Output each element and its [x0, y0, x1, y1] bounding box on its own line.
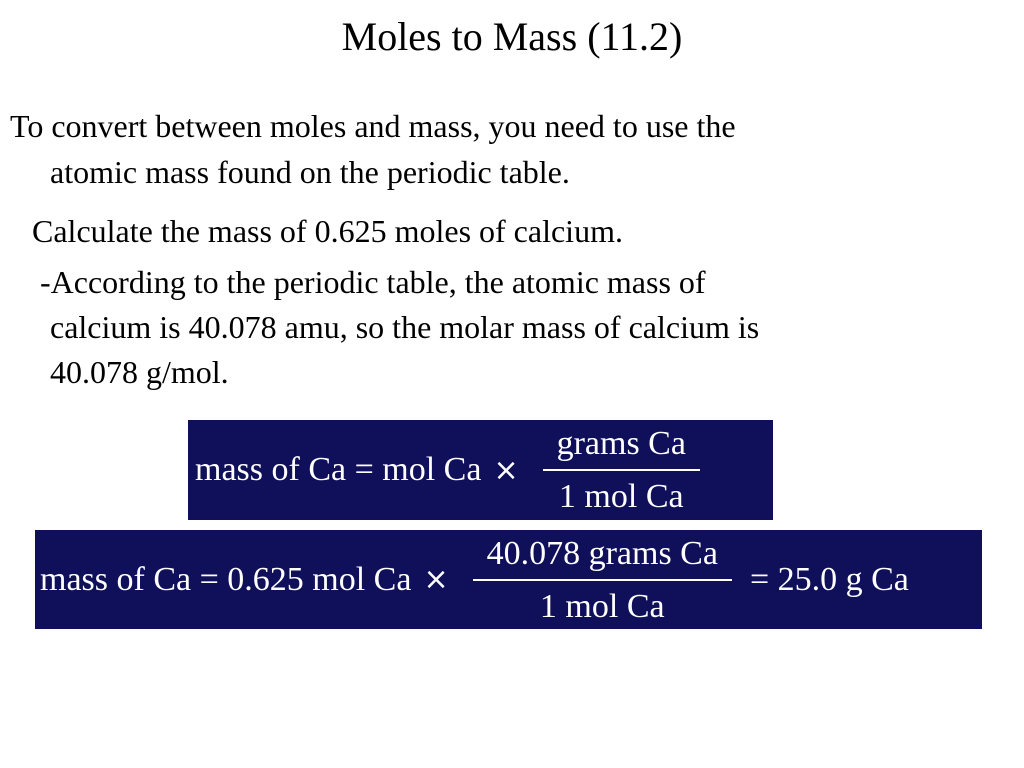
equation2-times-sign: ×	[423, 562, 449, 597]
equation1-denominator: 1 mol Ca	[558, 478, 684, 515]
equation1-times-sign: ×	[493, 452, 519, 488]
intro-line-2: atomic mass found on the periodic table.	[50, 154, 570, 190]
intro-paragraph	[10, 103, 970, 195]
molar-mass-note	[40, 260, 1000, 395]
equation1-lhs: mass of Ca = mol Ca	[195, 451, 482, 488]
equation1-fraction	[543, 423, 700, 517]
note-line-1: -According to the periodic table, the atomic mass of	[40, 264, 706, 300]
slide-title: Moles to Mass (11.2)	[341, 14, 683, 59]
equation2-result: = 25.0 g Ca	[749, 560, 909, 598]
question-text: Calculate the mass of 0.625 moles of calcium.	[32, 213, 623, 249]
equation1-numerator: grams Ca	[556, 425, 686, 462]
note-line-2: calcium is 40.078 amu, so the molar mass of calcium is	[50, 309, 760, 345]
note-line-3: 40.078 g/mol.	[50, 354, 229, 390]
worked-equation	[35, 530, 982, 629]
equation2-numerator: 40.078 grams Ca	[486, 534, 718, 572]
equation1-fraction-bar	[543, 469, 700, 471]
equation2-denominator: 1 mol Ca	[539, 587, 665, 625]
equation2-fraction	[473, 533, 732, 627]
general-equation	[188, 420, 773, 520]
intro-line-1: To convert between moles and mass, you need to use the	[10, 108, 736, 144]
equation2-lhs: mass of Ca = 0.625 mol Ca	[40, 560, 412, 598]
equation2-fraction-bar	[473, 579, 732, 581]
